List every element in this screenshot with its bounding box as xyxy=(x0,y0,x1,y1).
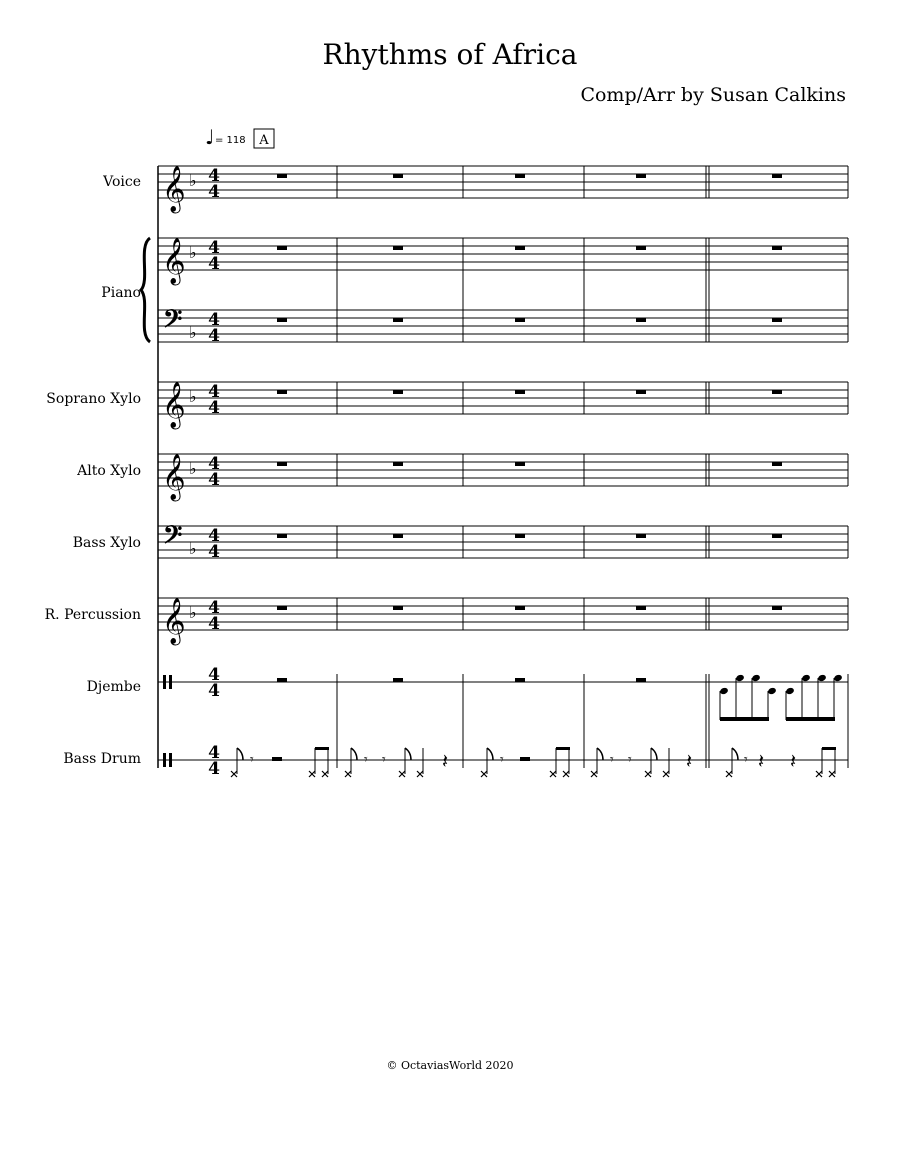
instrument-label-alto-xylo: Alto Xylo xyxy=(77,463,141,479)
flat-icon: ♭ xyxy=(189,171,197,190)
eighth-rest-icon: 𝄾 xyxy=(628,752,632,768)
whole-rest-icon xyxy=(772,390,782,394)
quarter-rest-icon: 𝄽 xyxy=(442,749,449,773)
percussion-clef-icon xyxy=(169,675,172,689)
whole-rest-icon xyxy=(515,246,525,250)
eighth-rest-icon: 𝄾 xyxy=(500,752,504,768)
whole-rest-icon xyxy=(772,318,782,322)
quarter-note-icon: ♩ xyxy=(205,125,215,149)
treble-clef-icon: 𝄞 xyxy=(162,454,186,500)
whole-rest-icon xyxy=(772,174,782,178)
note-flag xyxy=(597,748,603,760)
percussion-clef-icon xyxy=(163,753,166,767)
whole-rest-icon xyxy=(393,462,403,466)
time-signature-denominator: 4 xyxy=(208,326,220,346)
whole-rest-icon xyxy=(636,606,646,610)
treble-clef-icon: 𝄞 xyxy=(162,382,186,428)
time-signature-numerator: 4 xyxy=(208,665,220,685)
whole-rest-icon xyxy=(277,678,287,682)
whole-rest-icon xyxy=(636,678,646,682)
time-signature-numerator: 4 xyxy=(208,238,220,258)
whole-rest-icon xyxy=(636,390,646,394)
note-head xyxy=(751,674,761,682)
whole-rest-icon xyxy=(636,174,646,178)
eighth-rest-icon: 𝄾 xyxy=(364,752,368,768)
whole-rest-icon xyxy=(515,462,525,466)
time-signature-denominator: 4 xyxy=(208,614,220,634)
eighth-rest-icon: 𝄾 xyxy=(382,752,386,768)
time-signature-denominator: 4 xyxy=(208,542,220,562)
half-rest-icon xyxy=(272,757,282,761)
time-signature-denominator: 4 xyxy=(208,182,220,202)
percussion-clef-icon xyxy=(163,675,166,689)
instrument-label-bass-xylo: Bass Xylo xyxy=(72,535,141,551)
note-flag xyxy=(732,748,738,760)
bass-clef-icon: 𝄢 xyxy=(163,305,183,340)
time-signature-numerator: 4 xyxy=(208,743,220,763)
whole-rest-icon xyxy=(636,246,646,250)
treble-clef-icon: 𝄞 xyxy=(162,598,186,644)
time-signature-numerator: 4 xyxy=(208,382,220,402)
quarter-rest-icon: 𝄽 xyxy=(758,749,765,773)
eighth-rest-icon: 𝄾 xyxy=(250,752,254,768)
beam xyxy=(315,747,329,750)
flat-icon: ♭ xyxy=(189,539,197,558)
flat-icon: ♭ xyxy=(189,323,197,342)
piano-brace xyxy=(141,238,150,342)
whole-rest-icon xyxy=(515,390,525,394)
whole-rest-icon xyxy=(277,606,287,610)
note-head xyxy=(801,674,811,682)
tempo-marking xyxy=(205,125,246,149)
whole-rest-icon xyxy=(277,462,287,466)
rehearsal-mark: A xyxy=(259,133,269,148)
treble-clef-icon: 𝄞 xyxy=(162,166,186,212)
score-title: Rhythms of Africa xyxy=(322,38,578,71)
whole-rest-icon xyxy=(515,318,525,322)
time-signature-numerator: 4 xyxy=(208,310,220,330)
whole-rest-icon xyxy=(772,606,782,610)
whole-rest-icon xyxy=(277,390,287,394)
instrument-label-piano: Piano xyxy=(101,285,141,301)
note-flag xyxy=(487,748,493,760)
half-rest-icon xyxy=(520,757,530,761)
eighth-rest-icon: 𝄾 xyxy=(610,752,614,768)
instrument-label-voice: Voice xyxy=(103,174,141,190)
eighth-rest-icon: 𝄾 xyxy=(744,752,748,768)
note-head xyxy=(767,687,777,695)
quarter-rest-icon: 𝄽 xyxy=(686,749,693,773)
note-head xyxy=(719,687,729,695)
time-signature-denominator: 4 xyxy=(208,759,220,779)
percussion-clef-icon xyxy=(169,753,172,767)
quarter-rest-icon: 𝄽 xyxy=(790,749,797,773)
note-head xyxy=(817,674,827,682)
note-flag xyxy=(237,748,243,760)
staves-group xyxy=(158,166,848,760)
note-flag xyxy=(405,748,411,760)
bass-clef-icon: 𝄢 xyxy=(163,521,183,556)
whole-rest-icon xyxy=(277,318,287,322)
note-flag xyxy=(351,748,357,760)
whole-rest-icon xyxy=(515,606,525,610)
flat-icon: ♭ xyxy=(189,603,197,622)
time-signature-denominator: 4 xyxy=(208,254,220,274)
whole-rest-icon xyxy=(277,246,287,250)
whole-rest-icon xyxy=(393,390,403,394)
tempo-value: = 118 xyxy=(215,135,246,146)
whole-rest-icon xyxy=(772,462,782,466)
percussion-notes-group xyxy=(231,674,843,777)
whole-rest-icon xyxy=(393,246,403,250)
whole-rest-icon xyxy=(515,534,525,538)
whole-rest-icon xyxy=(515,678,525,682)
treble-clef-icon: 𝄞 xyxy=(162,238,186,284)
whole-rest-icon xyxy=(772,246,782,250)
beam xyxy=(786,717,835,721)
flat-icon: ♭ xyxy=(189,243,197,262)
note-head xyxy=(833,674,843,682)
whole-rest-icon xyxy=(393,678,403,682)
note-head xyxy=(785,687,795,695)
whole-rest-icon xyxy=(636,534,646,538)
time-signature-denominator: 4 xyxy=(208,398,220,418)
time-signature-numerator: 4 xyxy=(208,598,220,618)
time-signature-numerator: 4 xyxy=(208,166,220,186)
note-head xyxy=(735,674,745,682)
whole-rest-icon xyxy=(772,534,782,538)
beam xyxy=(556,747,570,750)
clefs-group xyxy=(162,166,220,779)
instrument-label-r-percussion: R. Percussion xyxy=(44,607,141,623)
beam xyxy=(822,747,836,750)
flat-icon: ♭ xyxy=(189,387,197,406)
whole-rest-icon xyxy=(636,318,646,322)
copyright-notice: © OctaviasWorld 2020 xyxy=(386,1059,514,1072)
note-flag xyxy=(651,748,657,760)
time-signature-denominator: 4 xyxy=(208,470,220,490)
flat-icon: ♭ xyxy=(189,459,197,478)
whole-rest-icon xyxy=(277,174,287,178)
time-signature-numerator: 4 xyxy=(208,454,220,474)
composer-credit: Comp/Arr by Susan Calkins xyxy=(580,84,846,106)
barlines-group xyxy=(158,166,848,768)
instrument-label-djembe: Djembe xyxy=(86,679,141,695)
whole-rest-icon xyxy=(393,606,403,610)
whole-rest-icon xyxy=(277,534,287,538)
instrument-label-bass-drum: Bass Drum xyxy=(63,751,141,767)
instrument-label-soprano-xylo: Soprano Xylo xyxy=(46,391,141,407)
whole-rest-icon xyxy=(515,174,525,178)
time-signature-numerator: 4 xyxy=(208,526,220,546)
beam xyxy=(720,717,769,721)
whole-rest-icon xyxy=(393,318,403,322)
whole-rest-icon xyxy=(393,174,403,178)
whole-rest-icon xyxy=(393,534,403,538)
time-signature-denominator: 4 xyxy=(208,681,220,701)
